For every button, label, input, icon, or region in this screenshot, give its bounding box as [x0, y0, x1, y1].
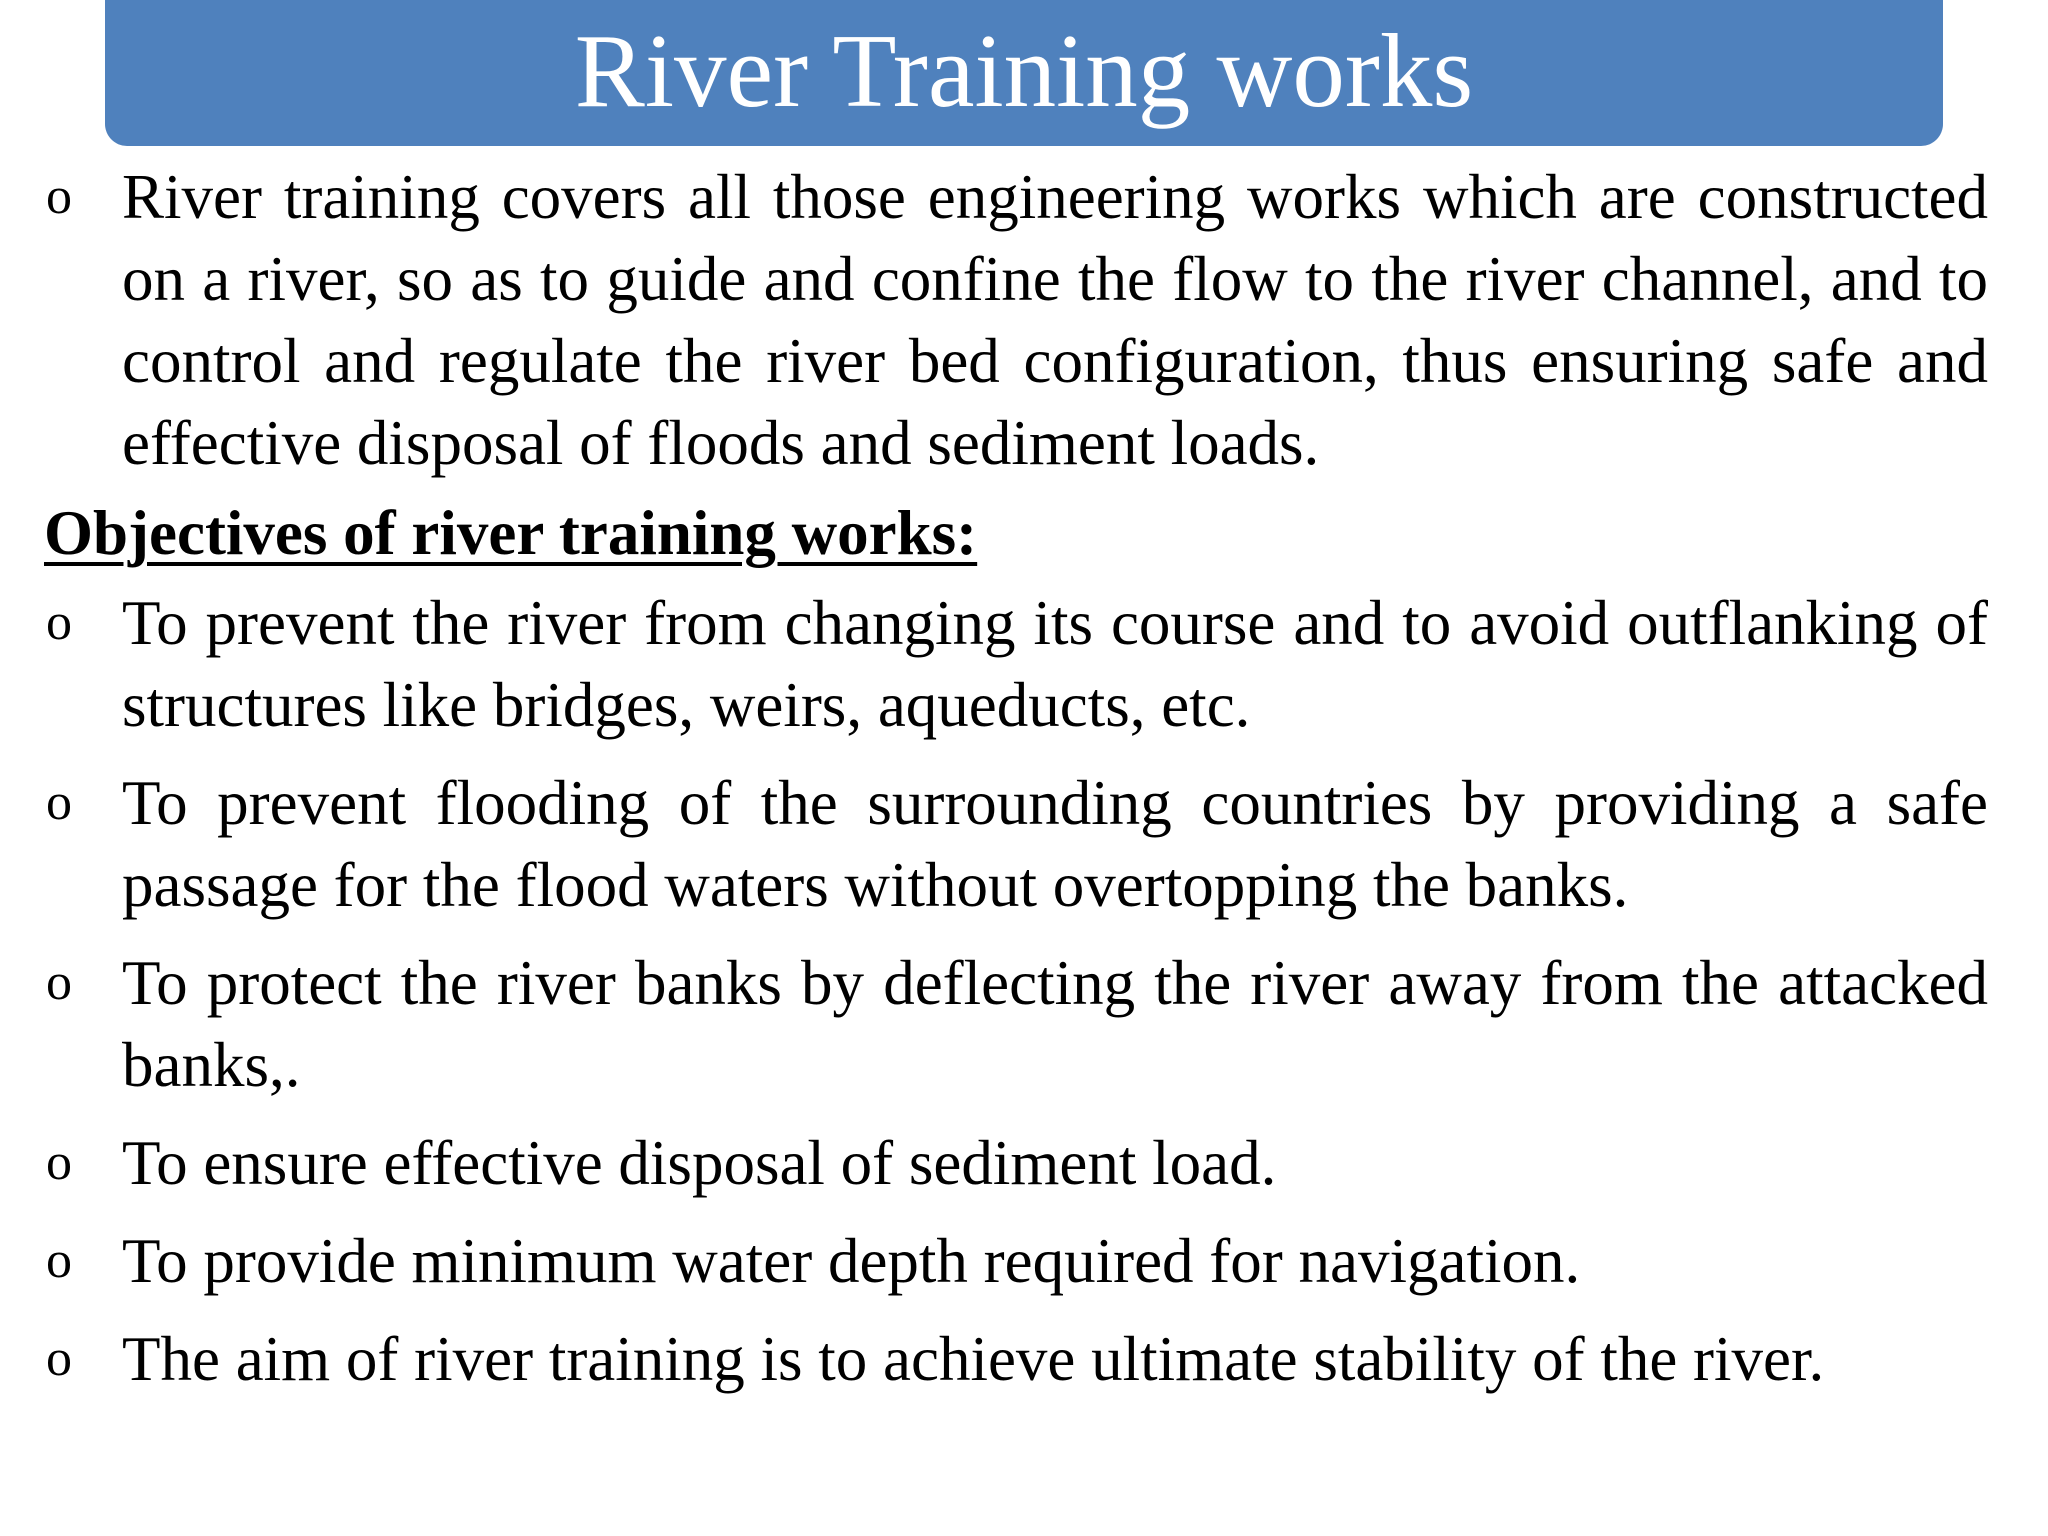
objective-text: To provide minimum water depth required for navigation. [122, 1226, 1581, 1296]
title-banner [105, 0, 1943, 146]
objectives-heading: Objectives of river training works: [44, 498, 978, 568]
slide-content [44, 156, 1988, 1416]
slide-title: River Training works [574, 11, 1474, 129]
bullet-circle-icon: o [46, 594, 72, 651]
objective-item [44, 1122, 1988, 1204]
objective-text: To prevent the river from changing its course and to avoid outflanking of structures like bridges, weirs, aqueducts, etc. [122, 588, 1988, 740]
intro-text: River training covers all those engineering works which are constructed on a river, so as to guide and confine the flow to the river channel, and to control and regulate the river bed configuration, thus ensuring safe and effective disposal of floods and sediment loads. [122, 162, 1988, 478]
objective-text: To ensure effective disposal of sediment load. [122, 1128, 1277, 1198]
bullet-circle-icon: o [46, 1232, 72, 1289]
objective-text: The aim of river training is to achieve ultimate stability of the river. [122, 1324, 1825, 1394]
objective-item [44, 582, 1988, 746]
bullet-circle-icon: o [46, 774, 72, 831]
bullet-circle-icon: o [46, 168, 72, 225]
objective-item [44, 942, 1988, 1106]
intro-bullet [44, 156, 1988, 484]
objective-text: To protect the river banks by deflecting the river away from the attacked banks,. [122, 948, 1988, 1100]
objective-item [44, 762, 1988, 926]
objective-text: To prevent flooding of the surrounding countries by providing a safe passage for the flood waters without overtopping the banks. [122, 768, 1988, 920]
objective-item [44, 1318, 1988, 1400]
bullet-circle-icon: o [46, 1330, 72, 1387]
bullet-circle-icon: o [46, 1134, 72, 1191]
objective-item [44, 1220, 1988, 1302]
bullet-circle-icon: o [46, 954, 72, 1011]
